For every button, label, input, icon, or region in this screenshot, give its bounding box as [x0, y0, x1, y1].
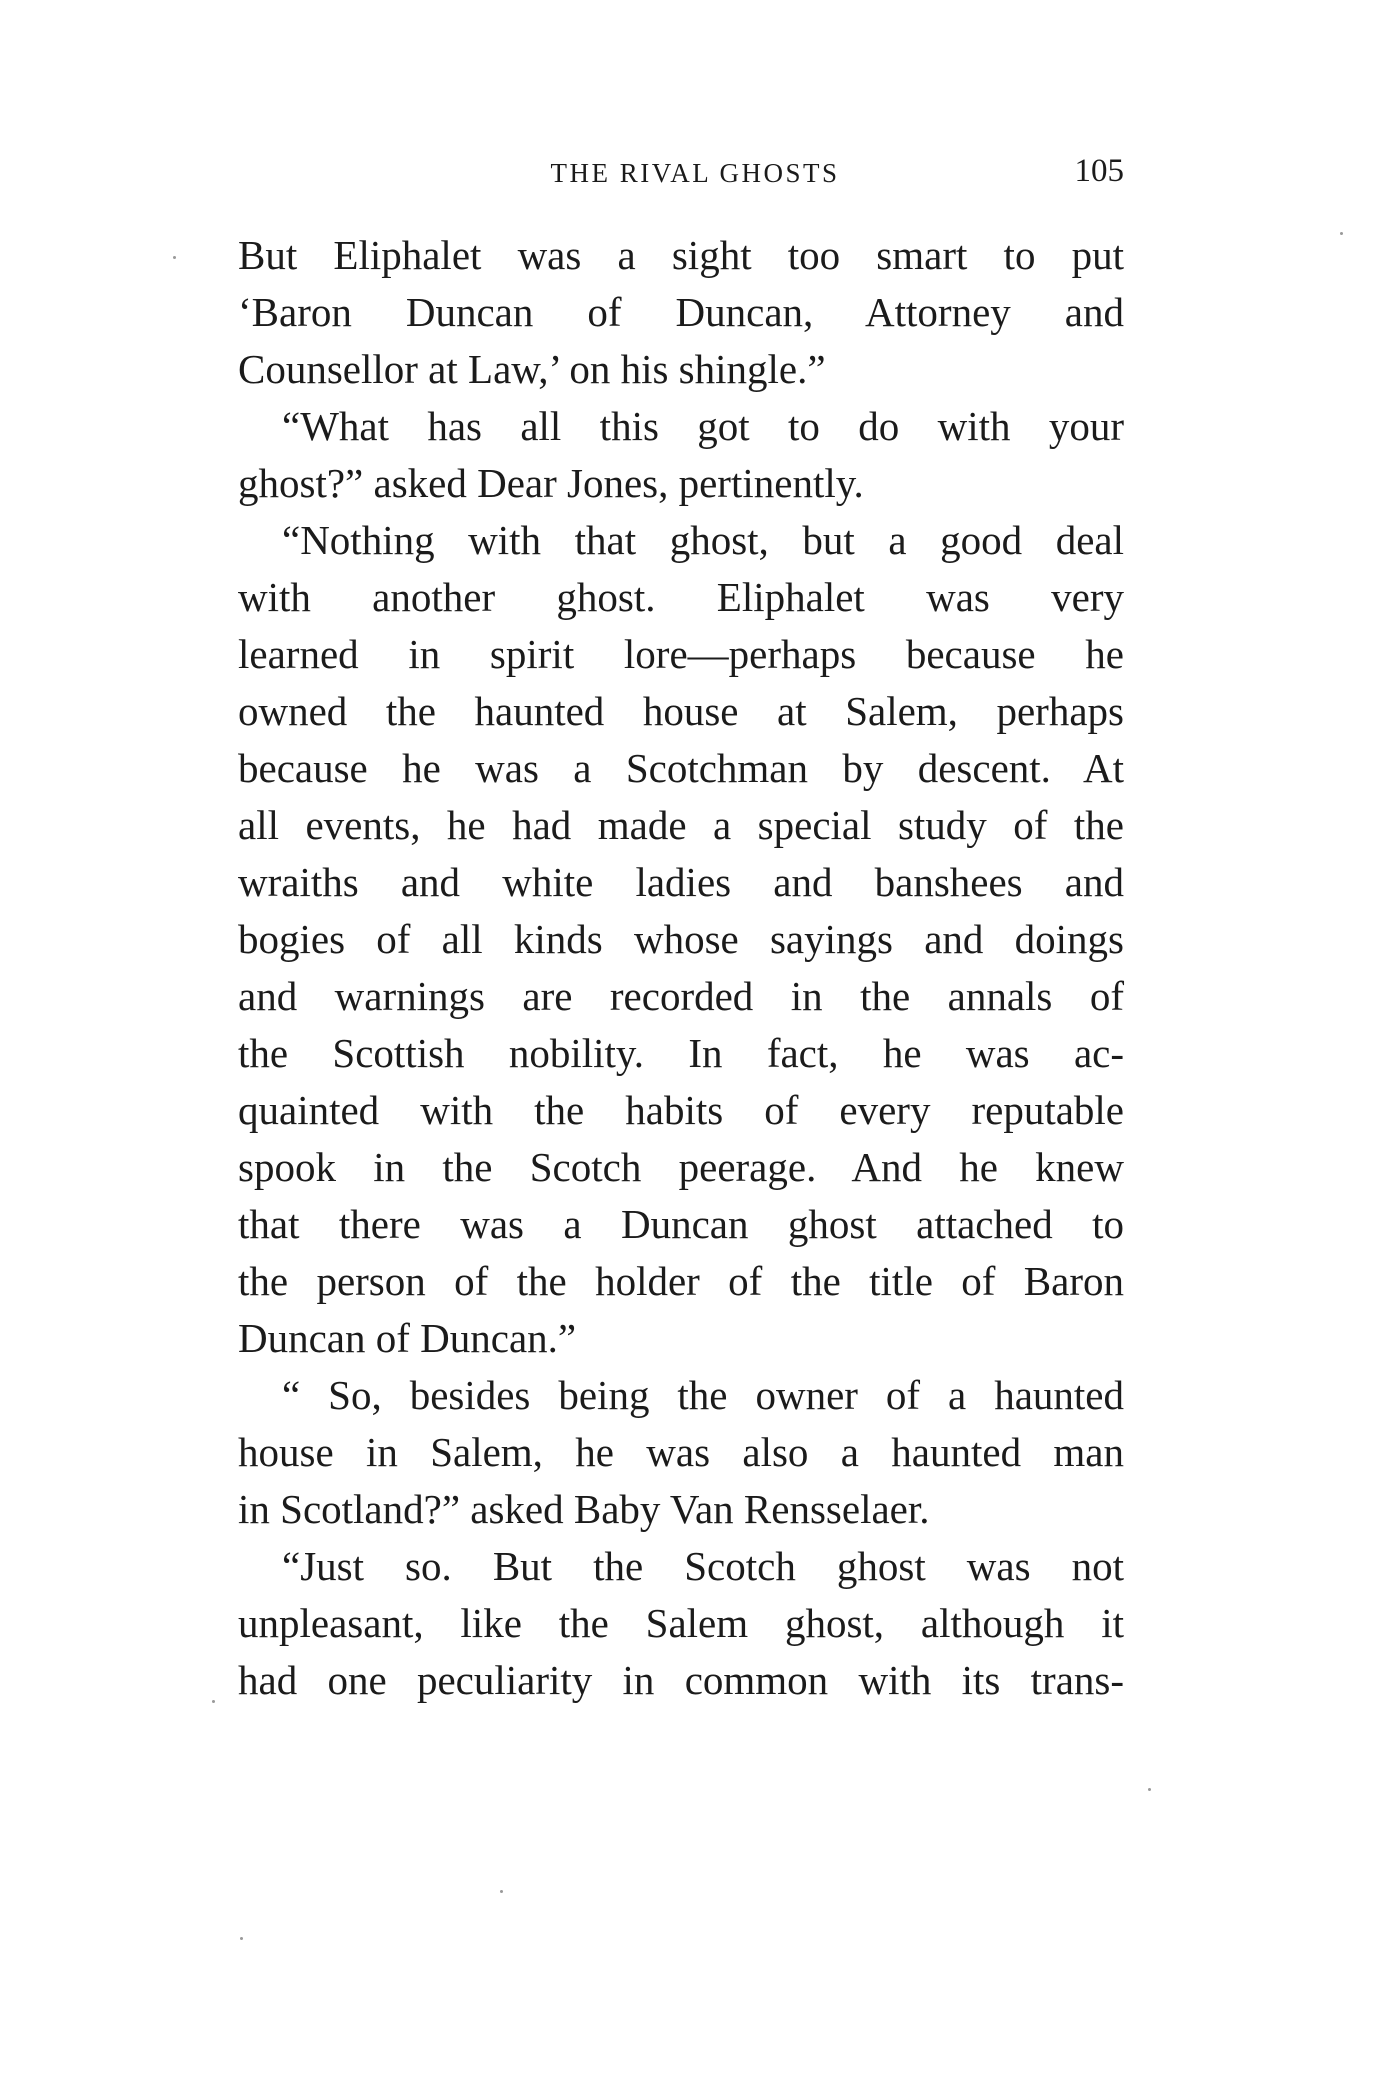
text-line: had one peculiarity in common with its trans- — [238, 1657, 1124, 1703]
text-line: owned the haunted house at Salem, perhaps — [238, 688, 1124, 734]
page-number: 105 — [1074, 153, 1124, 189]
running-title: THE RIVAL GHOSTS — [550, 158, 840, 188]
text-line: bogies of all kinds whose sayings and doings — [238, 916, 1124, 962]
paper-speck — [1148, 1788, 1151, 1791]
text-line: because he was a Scotchman by descent. At — [238, 745, 1124, 791]
paper-speck — [173, 256, 176, 259]
text-line: spook in the Scotch peerage. And he knew — [238, 1144, 1124, 1190]
running-head — [236, 148, 1124, 198]
text-line: and warnings are recorded in the annals of — [238, 973, 1124, 1019]
text-line: quainted with the habits of every reputable — [238, 1087, 1124, 1133]
text-line: the person of the holder of the title of Baron — [238, 1258, 1124, 1304]
body-text — [238, 227, 1124, 1709]
text-line: with another ghost. Eliphalet was very — [238, 574, 1124, 620]
text-line: the Scottish nobility. In fact, he was ac- — [238, 1030, 1124, 1076]
paper-speck — [240, 1937, 243, 1940]
text-line: “ So, besides being the owner of a haunted — [282, 1372, 1124, 1418]
text-line: Duncan of Duncan.” — [238, 1315, 577, 1361]
text-line: “Nothing with that ghost, but a good deal — [282, 517, 1124, 563]
text-line: that there was a Duncan ghost attached to — [238, 1201, 1124, 1247]
text-line: Counsellor at Law,’ on his shingle.” — [238, 346, 826, 392]
text-line: all events, he had made a special study of the — [238, 802, 1124, 848]
paper-speck — [1340, 232, 1343, 235]
paper-speck — [500, 1890, 503, 1893]
text-line: unpleasant, like the Salem ghost, although it — [238, 1600, 1124, 1646]
text-line: “Just so. But the Scotch ghost was not — [282, 1543, 1124, 1589]
text-line: house in Salem, he was also a haunted man — [238, 1429, 1124, 1475]
text-line: ‘Baron Duncan of Duncan, Attorney and — [238, 289, 1124, 335]
text-line: ghost?” asked Dear Jones, pertinently. — [238, 460, 864, 506]
text-line: wraiths and white ladies and banshees and — [238, 859, 1124, 905]
text-line: in Scotland?” asked Baby Van Rensselaer. — [238, 1486, 930, 1532]
text-line: But Eliphalet was a sight too smart to put — [238, 232, 1124, 278]
text-line: learned in spirit lore—perhaps because he — [238, 631, 1124, 677]
paper-speck — [212, 1700, 215, 1703]
text-line: “What has all this got to do with your — [282, 403, 1124, 449]
